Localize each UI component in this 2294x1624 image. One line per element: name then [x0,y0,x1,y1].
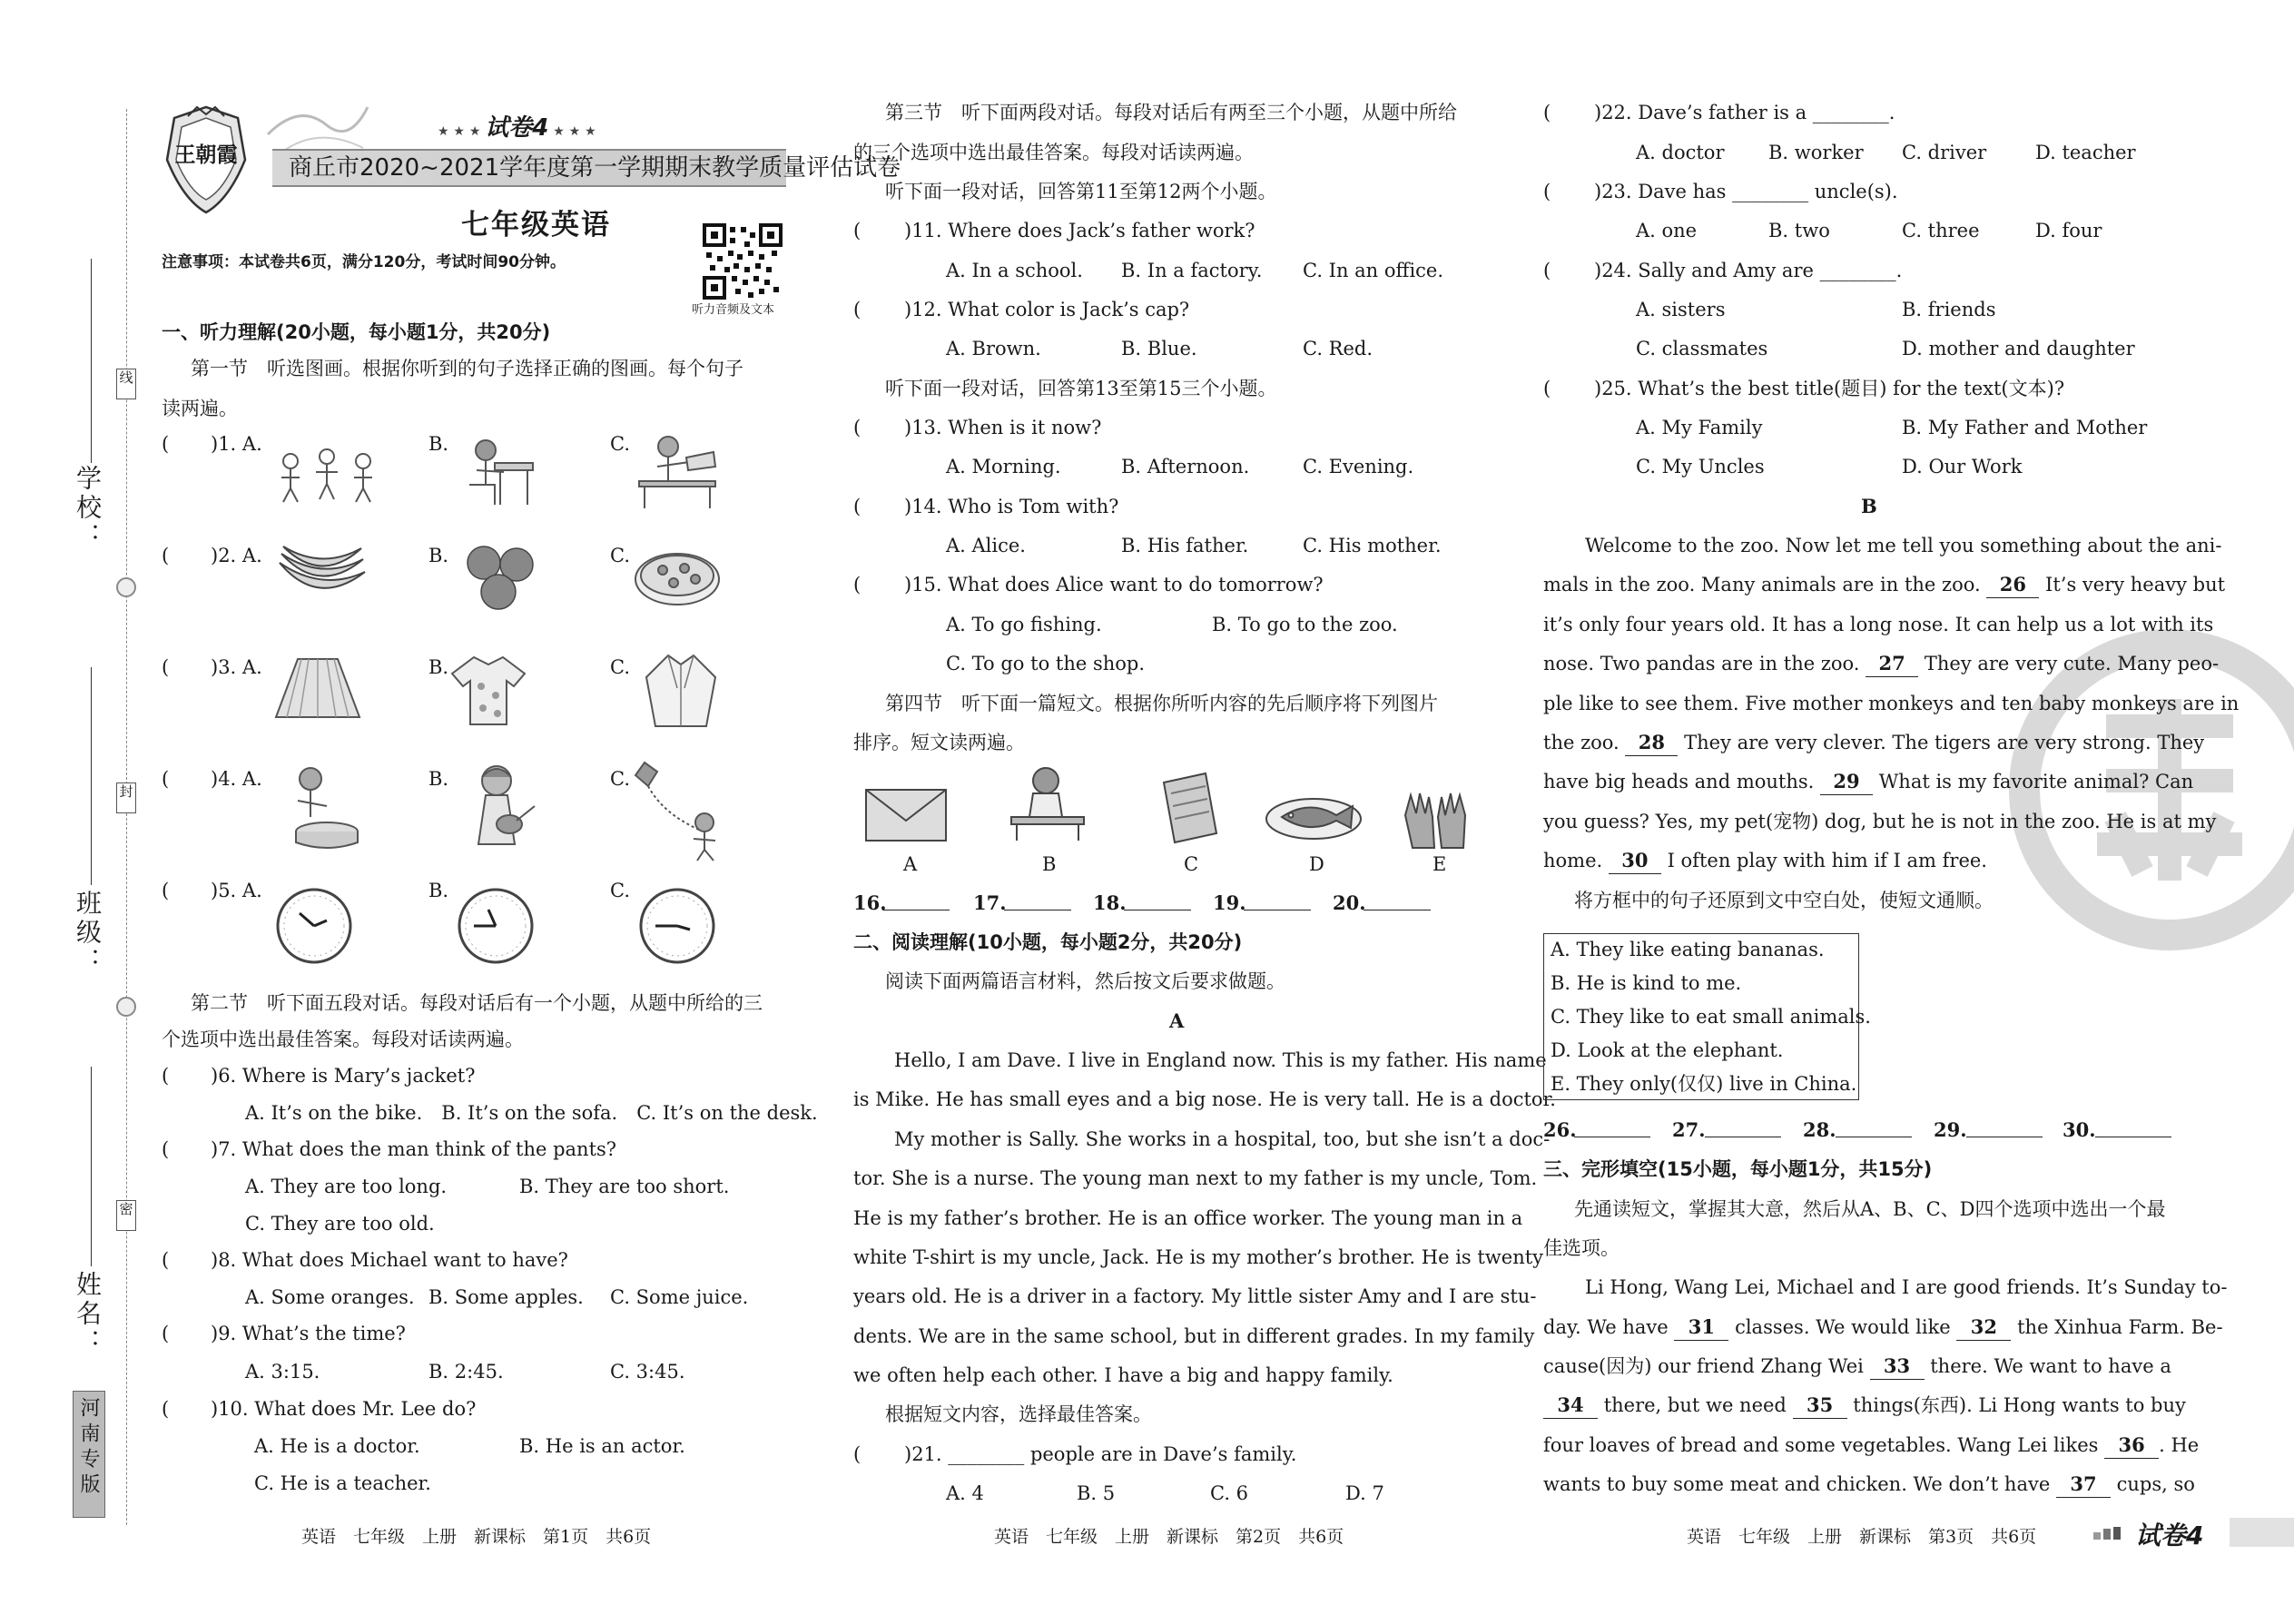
option-a: A. He is a doctor. [254,1435,420,1457]
question-23: )23. Dave has ________ uncle(s). [1594,181,1898,202]
passage-a-line: dents. We are in the same school, but in different grades. In my family [853,1325,1535,1347]
option-b: B. Some apples. [428,1286,584,1308]
passage-c-line: four loaves of bread and some vegetables. Wang Lei likes 36 . He [1543,1432,2199,1459]
hole-icon [116,997,136,1017]
option-c: C. In an office. [1303,260,1444,281]
qr-code[interactable] [703,223,783,300]
passage-a-line: tor. She is a nurse. The young man next to my father is my uncle, Tom. [853,1167,1538,1189]
passage-blank[interactable]: 28 [1625,730,1678,756]
passage-blank[interactable]: 29 [1820,769,1873,795]
envelope-icon[interactable] [864,788,948,842]
option-b: B. He is an actor. [519,1435,685,1457]
fish-plate-icon[interactable] [1264,788,1364,842]
passage-b-title: B [1861,495,1877,517]
question-number: )5. A. [211,880,262,901]
passage-blank[interactable]: 27 [1866,651,1918,677]
box-option: E. They only(仅仅) live in China. [1551,1073,1857,1095]
question-number: )4. A. [211,768,262,790]
part2-instruction-2: 个选项中选出最佳答案。每段对话读两遍。 [162,1029,524,1050]
book-stack-icon[interactable] [1158,770,1222,846]
option-a: A. Some oranges. [245,1286,415,1308]
option-c: C. 3:45. [610,1361,685,1383]
option-c-label: C. [610,433,630,455]
option-a: A. They are too long. [245,1176,448,1197]
option-c: C. To go to the shop. [946,653,1146,674]
section-3-title: 三、完形填空(15小题，每小题1分，共15分) [1543,1158,1933,1180]
series-tag: ★ ★ ★ 试卷4 ★ ★ ★ [438,114,596,142]
passage-b-line: nose. Two pandas are in the zoo. 27 They are very cute. Many peo- [1543,651,2219,677]
notice [162,249,566,271]
question-21: )21. ________ people are in Dave’s family. [904,1443,1297,1465]
answer-paren[interactable]: ( [162,656,170,678]
answer-paren[interactable]: ( [162,1138,170,1160]
option-c: C. three [1902,220,1980,241]
passage-c-line: wants to buy some meat and chicken. We don’t have 37 cups, so [1543,1471,2195,1498]
passage-a-instruction: 根据短文内容，选择最佳答案。 [885,1403,1152,1425]
answer-paren[interactable]: ( [162,1249,170,1271]
answer-paren[interactable]: ( [853,496,861,517]
girl-guitar-icon[interactable] [458,761,537,855]
picture-label: C [1184,853,1199,875]
subject-title: 七年级英语 [461,209,611,241]
answer-paren[interactable]: ( [853,299,861,320]
order-number: 19. [1213,891,1246,914]
passage-b-line: you guess? Yes, my pet(宠物) dog, but he is not in the zoo. He is at my [1543,811,2217,832]
option-c: C. 6 [1210,1482,1249,1504]
answer-paren[interactable]: ( [1543,378,1551,399]
option-b: B. To go to the zoo. [1212,614,1398,635]
question-6-options: A. It’s on the bike. B. It’s on the sofa. C. It’s on the desk. [245,1102,818,1124]
footer-bar [2230,1518,2294,1547]
order-number: 20. [1333,891,1366,914]
skirt-icon[interactable] [272,655,363,723]
passage-a-title: A [1169,1009,1185,1032]
passage-c-line: cause(因为) our friend Zhang Wei 33 there. We want to have a [1543,1353,2171,1380]
gloves-icon[interactable] [1400,790,1472,851]
question-number: )3. A. [211,656,262,678]
answer-number: 28. [1803,1118,1836,1141]
binding-mark-mi: 密 [116,1200,136,1231]
edition-badge [73,1391,105,1518]
logo-text: 王朝霞 [174,143,238,167]
name-field[interactable] [91,1067,92,1266]
option-d: D. Our Work [1902,456,2023,477]
part4-instruction-2: 排序。短文读两遍。 [853,732,1025,753]
answer-paren[interactable]: ( [1543,102,1551,123]
box-option: D. Look at the elephant. [1551,1039,1784,1061]
answer-paren[interactable]: ( [1543,260,1551,281]
passage-c-line: Li Hong, Wang Lei, Michael and I are good friends. It’s Sunday to- [1585,1276,2228,1298]
answer-number: 26. [1543,1118,1577,1141]
option-a: A. Morning. [946,456,1061,477]
cloze-blank[interactable]: 31 [1674,1314,1728,1341]
part4-instruction: 第四节 听下面一篇短文。根据你所听内容的先后顺序将下列图片 [885,693,1438,714]
passage-c-line: day. We have 31 classes. We would like 32 the Xinhua Farm. Be- [1543,1314,2223,1341]
answer-paren[interactable]: ( [853,1443,861,1465]
passage-b-line: have big heads and mouths. 29 What is my favorite animal? Can [1543,769,2193,795]
option-c: C. classmates [1636,338,1768,359]
cloze-blank[interactable]: 33 [1870,1353,1925,1380]
part3-subinstruction-2: 听下面一段对话，回答第13至第15三个小题。 [885,378,1277,399]
pizza-icon[interactable] [632,543,723,608]
option-b: B. 5 [1077,1482,1116,1504]
footer-series-tag: 试卷4 [2135,1521,2204,1550]
option-c-label: C. [610,768,630,790]
option-c: C. driver [1902,142,1987,163]
part3-instruction-2: 的三个选项中选出最佳答案。每段对话读两遍。 [853,142,1254,163]
question-11: )11. Where does Jack’s father work? [904,220,1255,241]
option-a: A. doctor [1636,142,1725,163]
option-a: A. 4 [946,1482,984,1504]
option-a: A. sisters [1636,299,1726,320]
answer-number: 27. [1672,1118,1706,1141]
answer-paren[interactable]: ( [853,417,861,438]
option-c: C. He is a teacher. [254,1472,431,1494]
answer-paren[interactable]: ( [853,574,861,595]
passage-a-line: My mother is Sally. She works in a hospital, too, but she isn’t a doc- [894,1128,1551,1150]
answer-paren[interactable]: ( [162,768,170,790]
passage-b-line: Welcome to the zoo. Now let me tell you something about the ani- [1585,535,2222,556]
question-9: )9. What’s the time? [211,1323,406,1344]
answer-number: 30. [2063,1118,2096,1141]
answer-number: 29. [1934,1118,1967,1141]
bananas-icon[interactable] [272,545,372,608]
exam-title: 商丘市2020~2021学年度第一学期期末教学质量评估试卷 [289,154,901,182]
part1-instruction: 第一节 听选图画。根据你听到的句子选择正确的图画。每个句子 [191,358,743,379]
binding-mark-xian: 线 [116,369,136,399]
kids-playing-icon[interactable] [272,434,381,507]
part1-instruction-2: 读两遍。 [162,398,238,419]
option-b-label: B. [428,768,449,790]
notice-text: 注意事项：本试卷共6页，满分120分，考试时间90分钟。 [162,253,566,271]
section-2-title: 二、阅读理解(10小题，每小题2分，共20分) [853,931,1243,953]
oranges-icon[interactable] [458,543,540,612]
option-b: B. Blue. [1121,338,1197,359]
footer-decoration [2093,1527,2130,1540]
question-15: )15. What does Alice want to do tomorrow? [904,574,1324,595]
brand-logo [156,105,256,214]
cloze-blank[interactable]: 36 [2104,1432,2159,1459]
page-footer: 英语 七年级 上册 新课标 第2页 共6页 [994,1527,1344,1547]
answer-paren[interactable]: ( [162,1065,170,1087]
passage-b-line: mals in the zoo. Many animals are in the zoo. 26 It’s very heavy but [1543,572,2225,598]
answer-paren[interactable]: ( [162,1398,170,1420]
passage-b-line: the zoo. 28 They are very clever. The tigers are very strong. They [1543,730,2204,756]
question-8: )8. What does Michael want to have? [211,1249,568,1271]
option-b: B. two [1768,220,1830,241]
option-b: B. Afternoon. [1121,456,1250,477]
option-b-label: B. [428,433,449,455]
passage-blank[interactable]: 30 [1609,848,1661,874]
hole-icon [116,577,136,597]
option-b-label: B. [428,880,449,901]
option-a: A. 3:15. [245,1361,320,1383]
passage-a-line: He is my father’s brother. He is an office worker. The young man in a [853,1207,1523,1229]
option-d: D. 7 [1345,1482,1384,1504]
passage-a-line: white T-shirt is my uncle, Jack. He is my mother’s brother. He is twenty [853,1246,1544,1268]
option-d: D. mother and daughter [1902,338,2135,359]
order-number: 17. [973,891,1007,914]
class-field[interactable] [91,667,92,885]
option-a: A. In a school. [946,260,1083,281]
clock-icon[interactable] [274,886,354,966]
binding-line [126,109,127,1525]
question-14: )14. Who is Tom with? [904,496,1119,517]
option-d: D. four [2035,220,2102,241]
cloze-blank[interactable]: 32 [1956,1314,2011,1341]
boy-flying-kite-icon[interactable] [626,759,726,862]
option-c: C. Red. [1303,338,1373,359]
option-b-label: B. [428,545,449,566]
passage-a-line: we often help each other. I have a big and happy family. [853,1364,1393,1386]
qr-code-icon [703,223,783,300]
picture-label: B [1042,853,1057,875]
edition-text: 河南专版 [77,1397,100,1499]
passage-blank[interactable]: 26 [1986,572,2039,598]
option-b: B. In a factory. [1121,260,1263,281]
box-option: B. He is kind to me. [1551,972,1742,994]
option-c: C. His mother. [1303,535,1442,556]
option-c: C. Some juice. [610,1286,749,1308]
option-c: C. They are too old. [245,1213,435,1235]
answer-paren[interactable]: ( [162,880,170,901]
question-13: )13. When is it now? [904,417,1102,438]
option-c: C. Evening. [1303,456,1414,477]
jacket-icon[interactable] [643,652,719,728]
question-10: )10. What does Mr. Lee do? [211,1398,477,1420]
passage-b-instruction: 将方框中的句子还原到文中空白处，使短文通顺。 [1574,890,1994,911]
series-label: 试卷4 [485,114,549,142]
option-d: D. teacher [2035,142,2136,163]
part3-instruction: 第三节 听下面两段对话。每段对话后有两至三个小题，从题中所给 [885,102,1457,123]
box-option: A. They like eating bananas. [1551,939,1825,960]
answer-paren[interactable]: ( [162,1323,170,1344]
cloze-blank[interactable]: 37 [2056,1471,2111,1498]
clock-icon[interactable] [637,886,717,966]
order-number: 16. [853,891,887,914]
question-6: )6. Where is Mary’s jacket? [211,1065,476,1087]
option-a: A. Brown. [946,338,1041,359]
passage-a-line: Hello, I am Dave. I live in England now. This is my father. His name [894,1049,1547,1071]
section-1-title: 一、听力理解(20小题，每小题1分，共20分) [162,321,551,343]
qr-caption: 听力音频及文本 [692,303,775,317]
name-label: 姓名： [73,1271,103,1358]
question-25: )25. What’s the best title(题目) for the text(文本)? [1594,378,2065,399]
picture-label: E [1433,853,1447,875]
question-7: )7. What does the man think of the pants? [211,1138,617,1160]
option-b: B. They are too short. [519,1176,730,1197]
order-number: 18. [1093,891,1127,914]
option-a: A. My Family [1636,417,1763,438]
page-footer: 英语 七年级 上册 新课标 第1页 共6页 [301,1527,652,1547]
option-c-label: C. [610,880,630,901]
school-label: 学校： [73,465,103,552]
passage-b-line: ple like to see them. Five mother monkeys and ten baby monkeys are in [1543,693,2240,714]
option-c: C. My Uncles [1636,456,1765,477]
option-a: A. Alice. [946,535,1026,556]
section-2-intro: 阅读下面两篇语言材料，然后按文后要求做题。 [885,970,1285,992]
clock-icon[interactable] [456,886,536,966]
boy-playing-drum-icon[interactable] [272,763,367,853]
option-b-label: B. [428,656,449,678]
part2-instruction: 第二节 听下面五段对话。每段对话后有一个小题，从题中所给的三 [191,992,763,1014]
question-number: )2. A. [211,545,262,566]
page-footer: 英语 七年级 上册 新课标 第3页 共6页 [1687,1527,2037,1547]
school-field[interactable] [91,259,92,463]
part3-subinstruction: 听下面一段对话，回答第11至第12两个小题。 [885,181,1277,202]
option-b: B. worker [1768,142,1864,163]
question-12: )12. What color is Jack’s cap? [904,299,1190,320]
tshirt-icon[interactable] [450,654,527,726]
cloze-blank[interactable]: 35 [1793,1393,1847,1419]
answer-paren[interactable]: ( [162,545,170,566]
cloze-blank[interactable]: 34 [1543,1393,1598,1419]
picture-label: D [1309,853,1324,875]
option-c-label: C. [610,545,630,566]
passage-a-line: years old. He is a driver in a factory. My little sister Amy and I are stu- [853,1285,1537,1307]
option-c-label: C. [610,656,630,678]
passage-c-line: 34 there, but we need 35 things(东西). Li Hong wants to buy [1543,1393,2186,1419]
question-24: )24. Sally and Amy are ________. [1594,260,1903,281]
box-option: C. They like to eat small animals. [1551,1006,1871,1028]
passage-b-line: it’s only four years old. It has a long nose. It can help us a lot with its [1543,614,2214,635]
option-b: B. His father. [1121,535,1249,556]
option-b: B. 2:45. [428,1361,504,1383]
answer-paren[interactable]: ( [1543,181,1551,202]
boy-at-desk-icon[interactable] [458,432,540,508]
option-a: A. one [1636,220,1698,241]
girl-writing-icon[interactable] [1006,763,1088,842]
class-label: 班级： [73,890,103,977]
option-a: A. To go fishing. [946,614,1102,635]
answer-paren[interactable]: ( [162,433,170,455]
passage-a-line: is Mike. He has small eyes and a big nose. He is very tall. He is a doctor. [853,1088,1556,1110]
boy-reading-icon[interactable] [632,432,723,510]
question-22: )22. Dave’s father is a ________. [1594,102,1895,123]
option-b: B. My Father and Mother [1902,417,2148,438]
section-3-instruction: 先通读短文，掌握其大意，然后从A、B、C、D四个选项中选出一个最 [1574,1198,2166,1220]
binding-mark-feng: 封 [116,782,136,813]
answer-paren[interactable]: ( [853,220,861,241]
passage-b-line: home. 30 I often play with him if I am free. [1543,848,1987,874]
picture-label: A [903,853,918,875]
section-3-instruction-2: 佳选项。 [1543,1237,1620,1259]
question-number: )1. A. [211,433,262,455]
option-b: B. friends [1902,299,1996,320]
